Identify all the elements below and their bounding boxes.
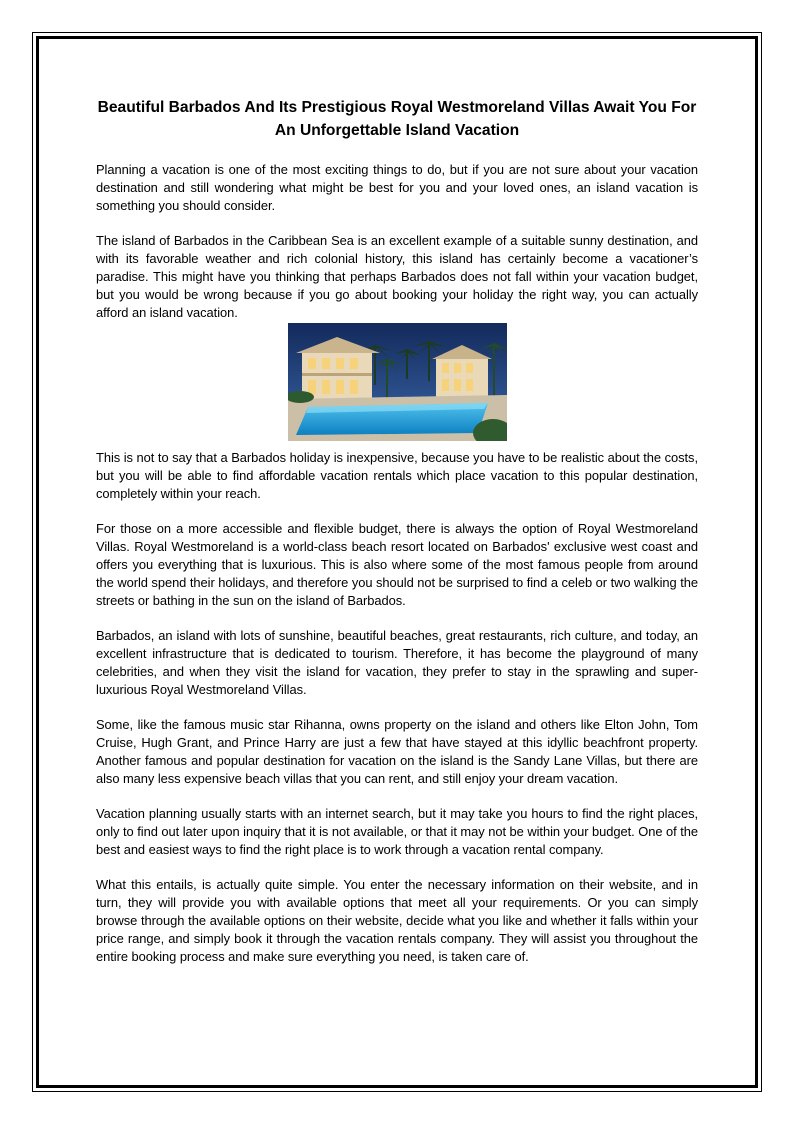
paragraph-2: The island of Barbados in the Caribbean Sea is an excellent example of a suitable sunny destination, and with its favorable weather and rich colonial history, this island has certainly become a vacationer’s paradise. This might have you thinking that perhaps Barbados does not fall within your vacation budget, but you would be wrong because if you go about booking your holiday the right way, you can actually afford an island vacation. [96, 233, 698, 320]
paragraph-4: For those on a more accessible and flexible budget, there is always the option of Royal Westmoreland Villas. Royal Westmoreland is a world-class beach resort located on Barbados' exclusive west coast and offers you everything that is luxurious. This is also where some of the most famous people from around the world spend their holidays, and therefore you should not be surprised to find a celeb or two walking the streets or bathing in the sun on the island of Barbados. [96, 521, 698, 608]
paragraph-6: Some, like the famous music star Rihanna, owns property on the island and others like Elton John, Tom Cruise, Hugh Grant, and Prince Harry are just a few that have stayed at this idyllic beachfront property. Another famous and popular destination for vacation on the island is the Sandy Lane Villas, but there are also many less expensive beach villas that you can rent, and still enjoy your dream vacation. [96, 717, 698, 786]
paragraph-5: Barbados, an island with lots of sunshine, beautiful beaches, great restaurants, rich culture, and today, an excellent infrastructure that is dedicated to tourism. Therefore, it has become the playground of many celebrities, and when they visit the island for vacation, they prefer to stay in the sprawling and super-luxurious Royal Westmoreland Villas. [96, 628, 698, 697]
article-title: Beautiful Barbados And Its Prestigious Royal Westmoreland Villas Await You For An Unforgettable Island Vacation [97, 99, 697, 139]
paragraph-3: This is not to say that a Barbados holiday is inexpensive, because you have to be realistic about the costs, but you will be able to find affordable vacation rentals which place vacation to this popular destination, completely within your reach. [96, 450, 698, 501]
paragraph-1: Planning a vacation is one of the most exciting things to do, but if you are not sure about your vacation destination and still wondering what might be best for you and your loved ones, an island vacation is something you should consider. [96, 162, 698, 213]
paragraph-8: What this entails, is actually quite simple. You enter the necessary information on their website, and in turn, they will provide you with available options that meet all your requirements. Or you can simply browse through the available options on their website, decide what you like and whether it falls within your price range, and simply book it through the vacation rentals company. They will assist you throughout the entire booking process and make sure everything you need, is taken care of. [96, 877, 698, 964]
article [96, 96, 698, 983]
villa-pool-photo [288, 323, 507, 441]
paragraph-7: Vacation planning usually starts with an internet search, but it may take you hours to find the right places, only to find out later upon inquiry that it is not available, or that it may not be within your budget. One of the best and easiest ways to find the right place is to work through a vacation rental company. [96, 806, 698, 857]
